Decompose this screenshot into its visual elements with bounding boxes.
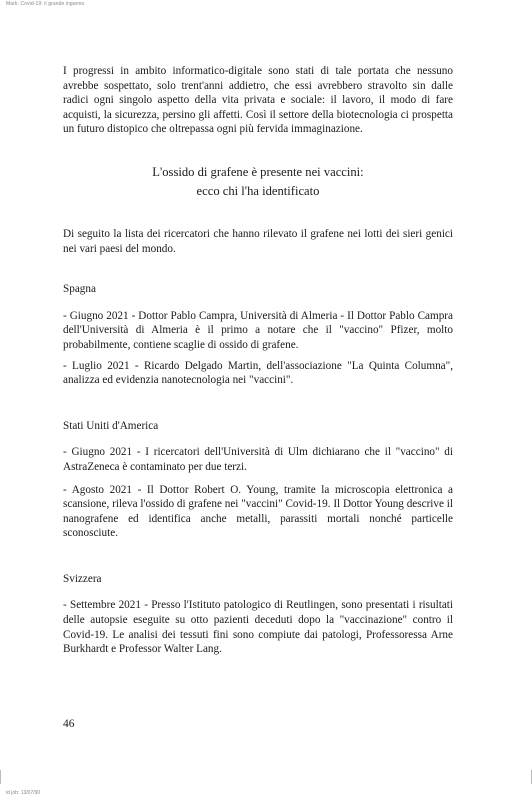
article-heading-line-2: ecco chi l'ha identificato: [196, 183, 320, 198]
lead-paragraph: Di seguito la lista dei ricercatori che hanno rilevato il grafene nei lotti dei sieri genici nei vari paesi del mondo.: [63, 227, 453, 255]
section-title-spagna: Spagna: [63, 283, 96, 296]
section-title-stati-uniti: Stati Uniti d'America: [63, 419, 159, 432]
entry-usa-ulm: - Giugno 2021 - I ricercatori dell'Università di Ulm dichiarano che il "vaccino" di AstraZeneca è contaminato per due terzi.: [63, 446, 453, 473]
print-job-note: id job: 13/07/90: [6, 790, 41, 796]
intro-paragraph: I progressi in ambito informatico-digitale sono stati di tale portata che nessuno avrebbe sospettato, solo trent'anni addietro, che essi avrebbero stravolto sin dalle radici ogni singolo aspetto della vita privata e sociale: il lavoro, il modo di fare acquisti, la sicurezza, persino gli affetti. Così il settore della biotecnologia ci prospetta un futuro distopico che oltrepassa ogni più fervida immaginazione.: [63, 65, 453, 136]
entry-spagna-delgado: - Luglio 2021 - Ricardo Delgado Martin, dell'associazione "La Quinta Columna", analizza ed evidenzia nanotecnologia nei "vaccini".: [63, 359, 453, 387]
article-heading-line-1: L'ossido di grafene è presente nei vaccini:: [152, 164, 364, 179]
entry-spagna-campra: - Giugno 2021 - Dottor Pablo Campra, Università di Almeria - Il Dottor Pablo Campra dell'Università di Almeria è il primo a notare che il "vaccino" Pfizer, molto probabilmente, contiene scaglie di ossido di grafene.: [63, 309, 453, 351]
page-body: [63, 64, 453, 657]
entry-usa-young: - Agosto 2021 - Il Dottor Robert O. Young, tramite la microscopia elettronica a scansione, rileva l'ossido di grafene nei "vaccini" Covid-19. Il Dottor Young descrive il nanografene ed identifica anche metalli, parassiti mortali nonché particelle sconosciute.: [63, 483, 453, 540]
section-title-svizzera: Svizzera: [63, 572, 102, 585]
crop-mark-left: [0, 770, 1, 784]
page-number: 46: [63, 718, 75, 730]
running-header-note: Mark: Covid-19: il grande inganno: [6, 1, 85, 7]
entry-svizzera-reutlingen: - Settembre 2021 - Presso l'Istituto patologico di Reutlingen, sono presentati i risultati delle autopsie eseguite su otto pazienti deceduti dopo la "vaccinazione" contro il Covid-19. Le analisi dei tessuti fini sono compiute dai patologi, Professoressa Arne Burkhardt e Professor Walter Lang.: [63, 599, 453, 656]
